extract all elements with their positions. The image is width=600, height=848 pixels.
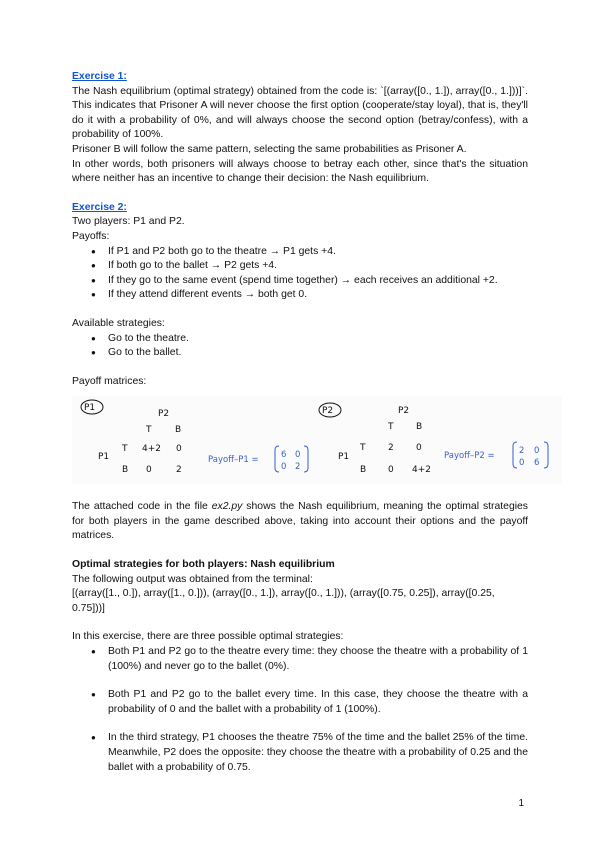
p1-row-player: P1 (98, 452, 110, 463)
exercise1-para3: In other words, both prisoners will always choose to betray each other, since that's the situation where neither has an incentive to change their decision: the Nash equilibrium. (72, 158, 528, 185)
p1-m01: 0 (295, 450, 301, 461)
p2-m10: 0 (519, 458, 525, 469)
p1-cell-tb: 0 (176, 444, 182, 455)
players-line: Two players: P1 and P2. (72, 216, 185, 228)
list-item: ● Go to the theatre. (108, 332, 528, 347)
optimal-strategies-list-2 (72, 688, 528, 717)
p2-row-t: T (360, 443, 366, 454)
exercise1-para1: The Nash equilibrium (optimal strategy) obtained from the code is: `[(array([0., 1.]), array([0., 1.]))]`. This indicates that Prisoner A will never choose the first option (cooperate/stay loyal), that is, they'll do it with a probability of 0%, and will always choose the second option (betray/confess), with a probability of 100%. (72, 85, 528, 141)
strategies-list (72, 332, 528, 361)
attached-code-paragraph (72, 500, 528, 544)
p1-tag: P1 (84, 403, 96, 414)
list-item: ● If both go to the ballet → P2 gets +4. (108, 259, 528, 274)
list-item: ● If they attend different events → both get 0. (108, 288, 528, 303)
list-item: ● If P1 and P2 both go to the theatre → P1 gets +4. (108, 245, 528, 260)
p1-m10: 0 (281, 462, 287, 473)
matrices-label: Payoff matrices: (72, 375, 147, 387)
p1-row-b: B (122, 465, 129, 476)
p2-tag: P2 (322, 406, 334, 417)
p2-m01: 0 (534, 446, 540, 457)
optimal-strategies-list (72, 645, 528, 674)
attached-post: shows the Nash equilibrium, meaning the optimal strategies for both players in the game described above, taking into account their options and the payoff matrices. (72, 501, 529, 542)
p2-cell-tb: 0 (416, 443, 422, 454)
p1-cell-bb: 2 (176, 465, 182, 476)
p1-row-t: T (122, 444, 128, 455)
p2-cell-bb: 4+2 (412, 465, 431, 476)
p2-formula: Payoff–P2 = (444, 451, 495, 462)
file-name: ex2.py (211, 501, 243, 513)
p2-row-player: P1 (338, 452, 350, 463)
page-number: 1 (518, 798, 524, 809)
list-item: ● Both P1 and P2 go to the theatre every time: they choose the theatre with a probability of 1 (100%) and never go to the ballet (0%). (108, 645, 528, 674)
payoffs-label: Payoffs: (72, 230, 110, 242)
p2-row-b: B (360, 465, 367, 476)
three-strategies-intro: In this exercise, there are three possible optimal strategies: (72, 631, 344, 643)
attached-pre: The attached code in the file (72, 501, 212, 513)
list-item: ● Both P1 and P2 go to the ballet every time. In this case, they choose the theatre with a probability of 0 and the ballet with a probability of 1 (100%). (108, 688, 528, 717)
payoffs-list (72, 245, 528, 303)
list-item: ● If they go to the same event (spend time together) → each receives an additional +2. (108, 274, 528, 289)
p1-m11: 2 (295, 462, 301, 473)
p2-cell-bt: 0 (388, 465, 394, 476)
p1-cell-tt: 4+2 (142, 444, 161, 455)
exercise1-para2: Prisoner B will follow the same pattern, selecting the same probabilities as Prisoner A. (72, 143, 467, 155)
p2-col-t: T (388, 422, 394, 433)
p2-m11: 6 (534, 458, 540, 469)
payoff-matrices-svg (72, 396, 562, 484)
optimal-heading: Optimal strategies for both players: Nash equilibrium (72, 559, 335, 571)
p1-formula: Payoff–P1 = (208, 455, 259, 466)
terminal-output: [(array([1., 0.]), array([1., 0.])), (array([0., 1.]), array([0., 1.])), (array([0.75, 0.25]), array([0.25, 0.75]))] (72, 588, 495, 614)
p1-cell-bt: 0 (146, 465, 152, 476)
output-intro: The following output was obtained from the terminal: (72, 573, 313, 585)
p1-col-t: T (146, 425, 152, 436)
p2-cell-tt: 2 (388, 443, 394, 454)
document-page (72, 70, 540, 775)
p2-m00: 2 (519, 446, 525, 457)
p2-col-b: B (416, 422, 423, 433)
p1-col-b: B (175, 425, 182, 436)
p2-col-player: P2 (398, 406, 410, 417)
exercise2-title: Exercise 2: (72, 201, 127, 213)
list-item: ● In the third strategy, P1 chooses the theatre 75% of the time and the ballet 25% of the time. Meanwhile, P2 does the opposite: they choose the theatre with a probability of 0.25 and the ballet with a probability of 0.75. (108, 731, 528, 775)
strategies-label: Available strategies: (72, 317, 165, 329)
exercise1-title: Exercise 1: (72, 71, 127, 82)
p1-m00: 6 (281, 450, 287, 461)
p1-col-player: P2 (158, 409, 170, 420)
payoff-matrices-figure (72, 396, 562, 486)
list-item: ● Go to the ballet. (108, 346, 528, 361)
optimal-strategies-list-3 (72, 731, 528, 775)
